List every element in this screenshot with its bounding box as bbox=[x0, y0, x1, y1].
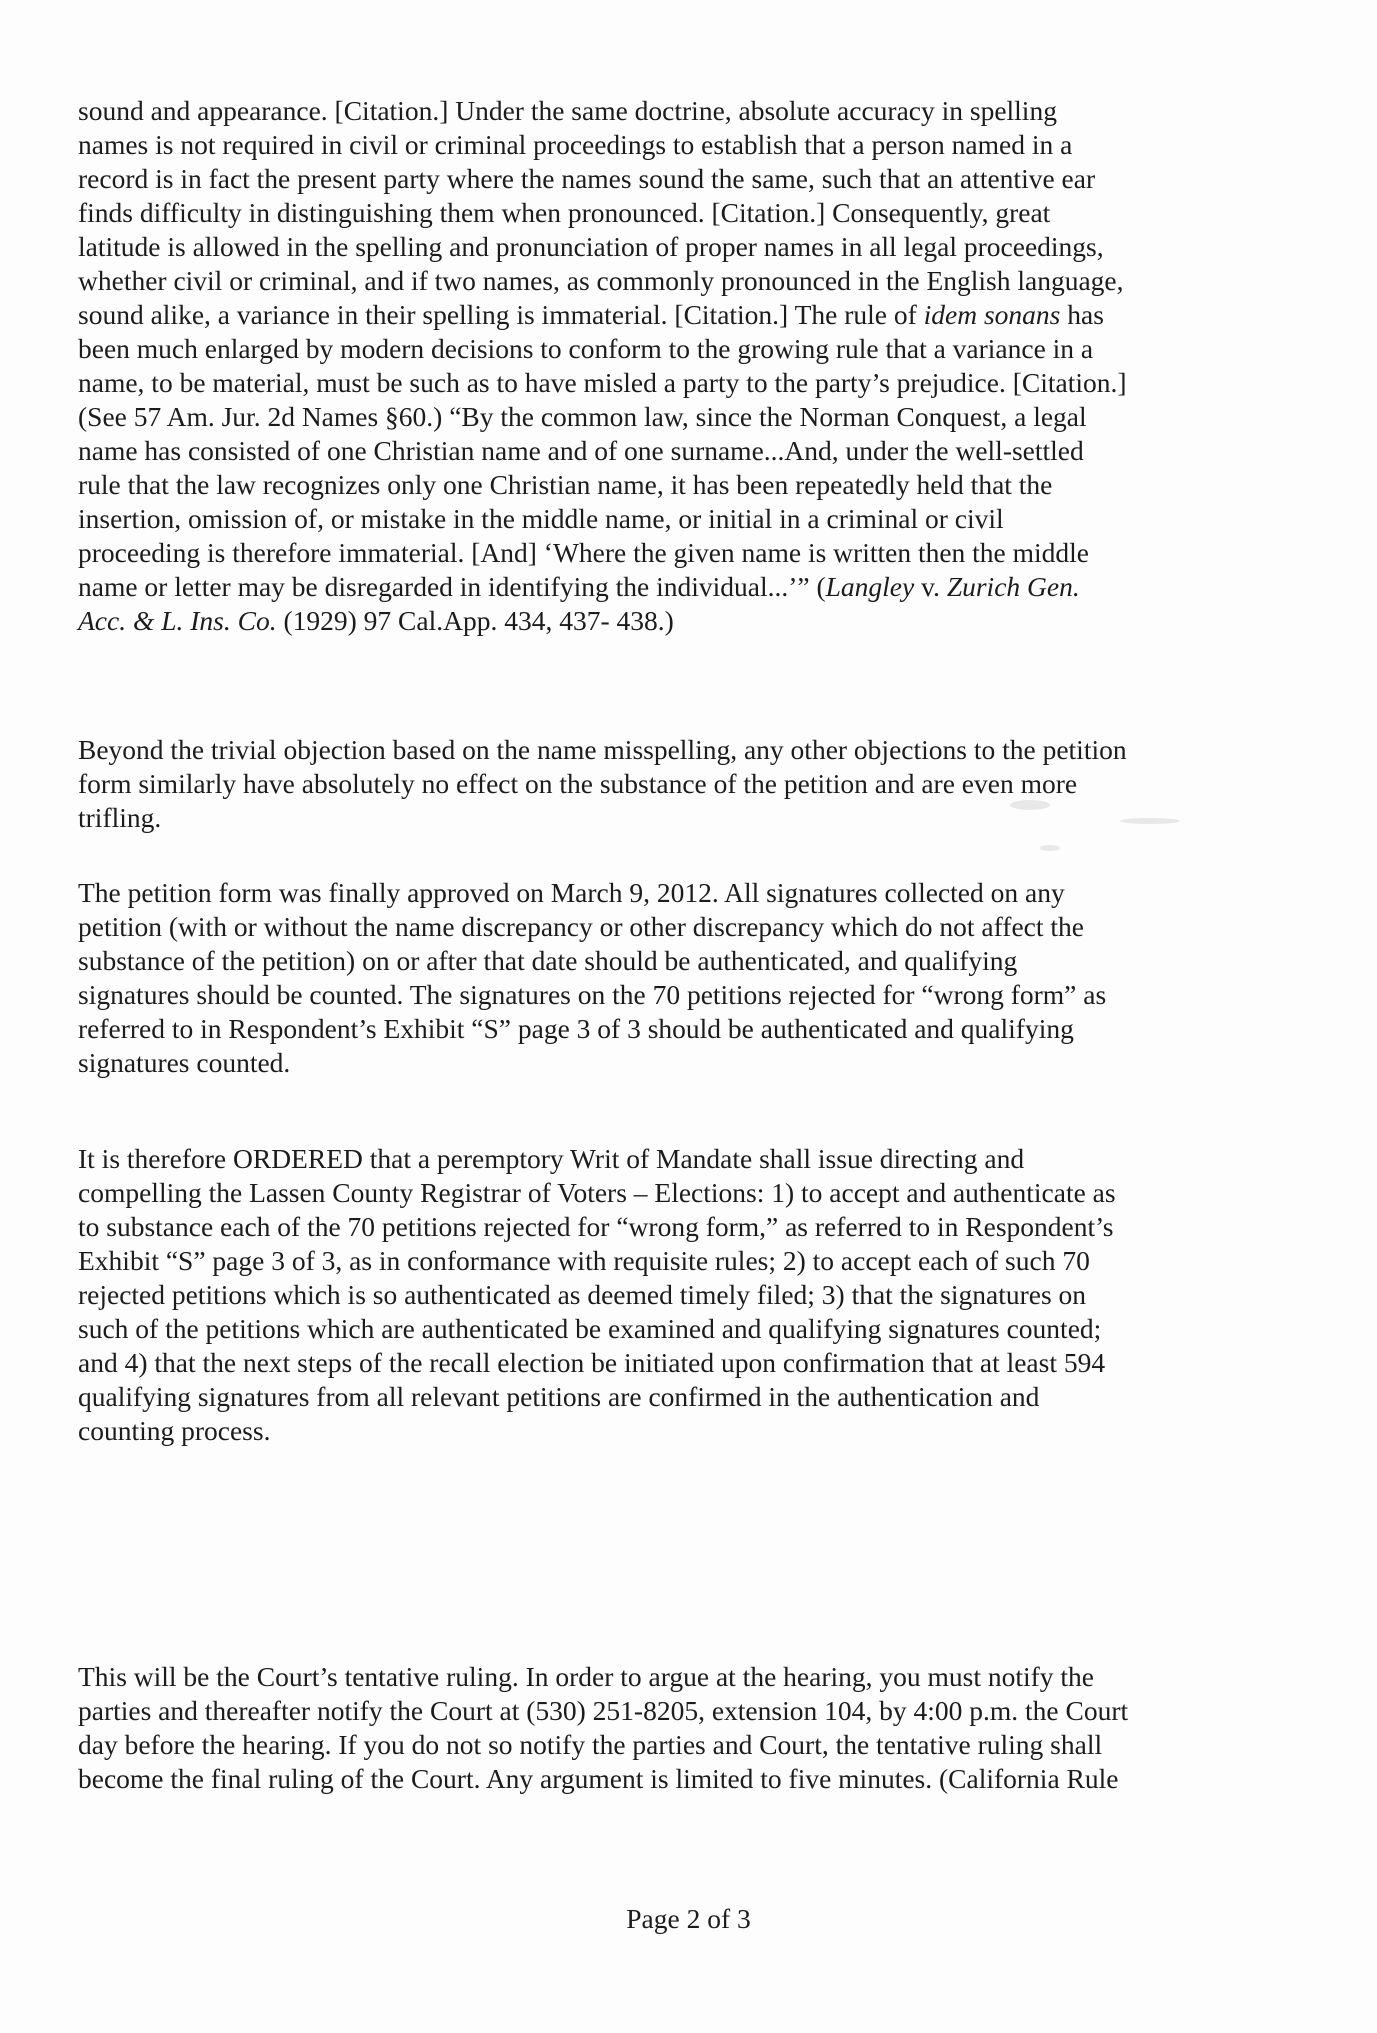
text-run: such of the petitions which are authenticated be examined and qualifying signatures counted; bbox=[78, 1313, 1102, 1344]
text-line bbox=[78, 910, 1323, 944]
text-run: name, to be material, must be such as to have misled a party to the party’s prejudice. [Citation.] bbox=[78, 367, 1127, 398]
text-line bbox=[78, 944, 1323, 978]
text-run: It is therefore ORDERED that a peremptory Writ of Mandate shall issue directing and bbox=[78, 1143, 1025, 1174]
text-line bbox=[78, 604, 1323, 638]
text-run: petition (with or without the name discrepancy or other discrepancy which do not affect the bbox=[78, 911, 1084, 942]
text-run: parties and thereafter notify the Court at (530) 251-8205, extension 104, by 4:00 p.m. the Court bbox=[78, 1695, 1129, 1726]
text-line bbox=[78, 128, 1323, 162]
text-line bbox=[78, 1414, 1323, 1448]
text-line bbox=[78, 1728, 1323, 1762]
text-run: (See 57 Am. Jur. 2d Names §60.) “By the common law, since the Norman Conquest, a legal bbox=[78, 401, 1087, 432]
text-line bbox=[78, 570, 1323, 604]
text-line bbox=[78, 196, 1323, 230]
text-run: names is not required in civil or criminal proceedings to establish that a person named in a bbox=[78, 129, 1073, 160]
italic-text: Acc. & L. Ins. Co. bbox=[78, 605, 277, 636]
text-run: whether civil or criminal, and if two names, as commonly pronounced in the English language, bbox=[78, 265, 1124, 296]
text-run: compelling the Lassen County Registrar of Voters – Elections: 1) to accept and authenticate as bbox=[78, 1177, 1116, 1208]
italic-text: idem sonans bbox=[923, 299, 1061, 330]
text-run: This will be the Court’s tentative ruling. In order to argue at the hearing, you must notify the bbox=[78, 1661, 1095, 1692]
text-line bbox=[78, 434, 1323, 468]
paragraph-order bbox=[78, 1142, 1323, 1448]
text-run: finds difficulty in distinguishing them when pronounced. [Citation.] Consequently, great bbox=[78, 197, 1051, 228]
text-line bbox=[78, 536, 1323, 570]
text-run: referred to in Respondent’s Exhibit “S” page 3 of 3 should be authenticated and qualifying bbox=[78, 1013, 1074, 1044]
text-run: rule that the law recognizes only one Christian name, it has been repeatedly held that the bbox=[78, 469, 1053, 500]
text-line bbox=[78, 801, 1323, 835]
text-line bbox=[78, 1312, 1323, 1346]
text-line bbox=[78, 230, 1323, 264]
text-line bbox=[78, 502, 1323, 536]
text-run: (1929) 97 Cal.App. 434, 437- 438.) bbox=[276, 605, 674, 636]
text-run: substance of the petition) on or after that date should be authenticated, and qualifying bbox=[78, 945, 1018, 976]
text-line bbox=[78, 468, 1323, 502]
text-line bbox=[78, 1660, 1323, 1694]
text-line bbox=[78, 400, 1323, 434]
page-number: Page 2 of 3 bbox=[626, 1903, 751, 1934]
text-run: become the final ruling of the Court. Any argument is limited to five minutes. (California Rule bbox=[78, 1763, 1119, 1794]
text-line bbox=[78, 1046, 1323, 1080]
text-run: qualifying signatures from all relevant petitions are confirmed in the authentication and bbox=[78, 1381, 1040, 1412]
italic-text: Langley bbox=[825, 571, 915, 602]
text-run: Beyond the trivial objection based on the name misspelling, any other objections to the petition bbox=[78, 734, 1127, 765]
text-line bbox=[78, 767, 1323, 801]
text-run: sound and appearance. [Citation.] Under the same doctrine, absolute accuracy in spelling bbox=[78, 95, 1057, 126]
scan-smudge bbox=[1040, 845, 1060, 851]
italic-text: Zurich Gen. bbox=[946, 571, 1080, 602]
text-run: form similarly have absolutely no effect on the substance of the petition and are even more bbox=[78, 768, 1078, 799]
text-run: sound alike, a variance in their spelling is immaterial. [Citation.] The rule of bbox=[78, 299, 924, 330]
text-line bbox=[78, 1278, 1323, 1312]
text-line bbox=[78, 978, 1323, 1012]
text-line bbox=[78, 298, 1323, 332]
text-line bbox=[78, 1210, 1323, 1244]
text-line bbox=[78, 1694, 1323, 1728]
text-line bbox=[78, 1176, 1323, 1210]
text-line bbox=[78, 1762, 1323, 1796]
paragraph-tentative-ruling bbox=[78, 1660, 1323, 1796]
text-run: day before the hearing. If you do not so notify the parties and Court, the tentative ruling shall bbox=[78, 1729, 1103, 1760]
text-run: has bbox=[1060, 299, 1104, 330]
text-run: proceeding is therefore immaterial. [And] ‘Where the given name is written then the middle bbox=[78, 537, 1090, 568]
text-line bbox=[78, 162, 1323, 196]
text-run: The petition form was finally approved on March 9, 2012. All signatures collected on any bbox=[78, 877, 1065, 908]
text-run: trifling. bbox=[78, 802, 162, 833]
text-run: insertion, omission of, or mistake in the middle name, or initial in a criminal or civil bbox=[78, 503, 1004, 534]
text-run: and 4) that the next steps of the recall election be initiated upon confirmation that at least 594 bbox=[78, 1347, 1106, 1378]
text-run: Exhibit “S” page 3 of 3, as in conformance with requisite rules; 2) to accept each of such 70 bbox=[78, 1245, 1090, 1276]
text-run: signatures should be counted. The signatures on the 70 petitions rejected for “wrong form” as bbox=[78, 979, 1107, 1010]
text-line bbox=[78, 264, 1323, 298]
text-line bbox=[78, 876, 1323, 910]
text-line bbox=[78, 366, 1323, 400]
text-run: v. bbox=[914, 571, 947, 602]
text-run: been much enlarged by modern decisions to conform to the growing rule that a variance in a bbox=[78, 333, 1094, 364]
text-run: name or letter may be disregarded in identifying the individual...’” ( bbox=[78, 571, 826, 602]
paragraph-petition-form-approved bbox=[78, 876, 1323, 1080]
paragraph-idem-sonans bbox=[78, 94, 1323, 638]
text-line bbox=[78, 1142, 1323, 1176]
paragraph-other-objections bbox=[78, 733, 1323, 835]
text-line bbox=[78, 1380, 1323, 1414]
text-line bbox=[78, 733, 1323, 767]
text-run: name has consisted of one Christian name and of one surname...And, under the well-settled bbox=[78, 435, 1084, 466]
text-run: latitude is allowed in the spelling and pronunciation of proper names in all legal proceedings, bbox=[78, 231, 1104, 262]
text-line bbox=[78, 1244, 1323, 1278]
text-line bbox=[78, 332, 1323, 366]
text-run: to substance each of the 70 petitions rejected for “wrong form,” as referred to in Respondent’s bbox=[78, 1211, 1114, 1242]
text-run: rejected petitions which is so authenticated as deemed timely filed; 3) that the signatures on bbox=[78, 1279, 1087, 1310]
text-line bbox=[78, 94, 1323, 128]
text-run: counting process. bbox=[78, 1415, 271, 1446]
text-line bbox=[78, 1012, 1323, 1046]
text-run: signatures counted. bbox=[78, 1047, 291, 1078]
text-line bbox=[78, 1346, 1323, 1380]
text-run: record is in fact the present party where the names sound the same, such that an attentive ear bbox=[78, 163, 1096, 194]
